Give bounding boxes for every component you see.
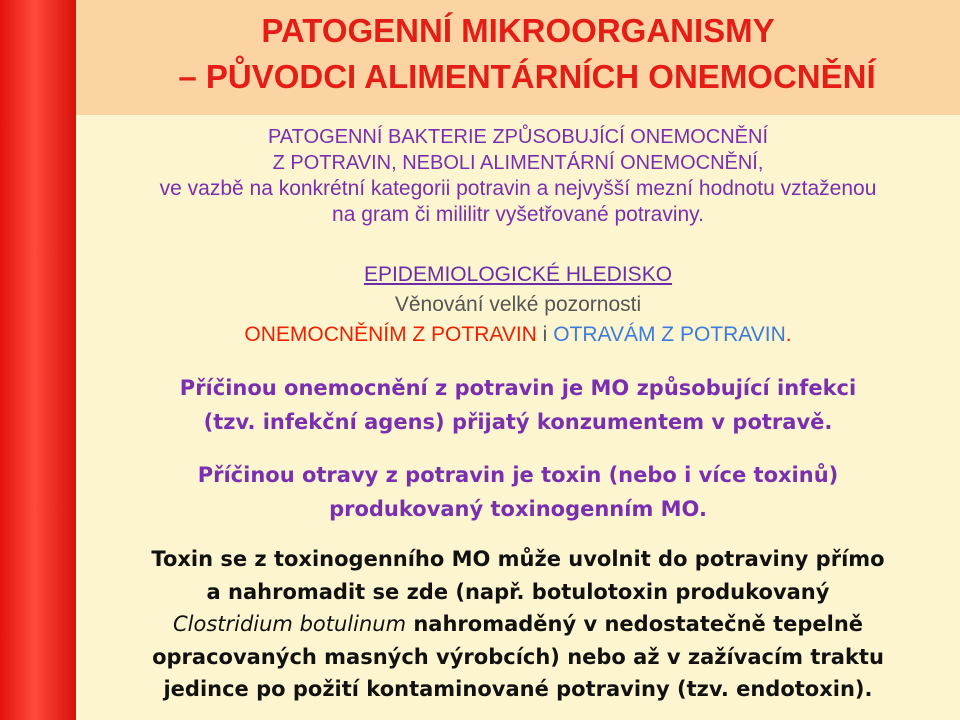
poisoning-line-2: produkovaný toxinogenním MO. xyxy=(329,497,707,521)
species-name: Clostridium botulinum xyxy=(172,612,407,636)
slide-title xyxy=(76,8,960,100)
title-line-1: PATOGENNÍ MIKROORGANISMY xyxy=(261,12,775,49)
toxin-line-5: jedince po požití kontaminované potraviny (tzv. endotoxin). xyxy=(163,677,873,701)
intro-caps-line-2: Z POTRAVIN, NEBOLI ALIMENTÁRNÍ ONEMOCNĚNÍ, xyxy=(272,152,764,174)
toxin-line-3-rest: nahromaděný v nedostatečně tepelně xyxy=(406,612,864,636)
title-line-2: – PŮVODCI ALIMENTÁRNÍCH ONEMOCNĚNÍ xyxy=(178,58,876,95)
infection-line-2: (tzv. infekční agens) přijatý konzumentem v potravě. xyxy=(203,410,833,434)
infection-paragraph xyxy=(76,371,960,439)
toxin-line-4: opracovaných masných výrobcích) nebo až v zažívacím traktu xyxy=(152,644,884,669)
intro-paragraph xyxy=(76,124,960,228)
epidemiology-section xyxy=(76,260,960,350)
left-decorative-bar xyxy=(0,0,76,720)
infection-line-1: Příčinou onemocnění z potravin je MO způsobující infekci xyxy=(179,376,857,400)
poisoning-line-1: Příčinou otravy z potravin je toxin (nebo i více toxinů) xyxy=(197,463,839,487)
food-poisoning-text: OTRAVÁM Z POTRAVIN xyxy=(553,323,786,346)
epidemiology-line-3 xyxy=(76,320,960,350)
intro-line-3: ve vazbě na konkrétní kategorii potravin a nejvyšší mezní hodnotu vztaženou xyxy=(159,177,877,200)
end-dot: . xyxy=(785,323,792,346)
toxin-line-1: Toxin se z toxinogenního MO může uvolnit do potraviny přímo xyxy=(151,547,885,571)
intro-line-4: na gram či mililitr vyšetřované potraviny. xyxy=(332,203,704,226)
foodborne-disease-text: ONEMOCNĚNÍM Z POTRAVIN xyxy=(244,323,537,346)
intro-caps-line-1: PATOGENNÍ BAKTERIE ZPŮSOBUJÍCÍ ONEMOCNĚNÍ xyxy=(267,126,769,148)
epidemiology-line-2: Věnování velké pozornosti xyxy=(394,293,642,316)
toxin-paragraph xyxy=(76,543,960,706)
toxin-line-2: a nahromadit se zde (např. botulotoxin produkovaný xyxy=(206,579,830,604)
toxin-line-3 xyxy=(76,608,960,641)
poisoning-paragraph xyxy=(76,458,960,526)
epidemiology-heading: EPIDEMIOLOGICKÉ HLEDISKO xyxy=(363,263,673,286)
connector-text: i xyxy=(536,323,554,346)
